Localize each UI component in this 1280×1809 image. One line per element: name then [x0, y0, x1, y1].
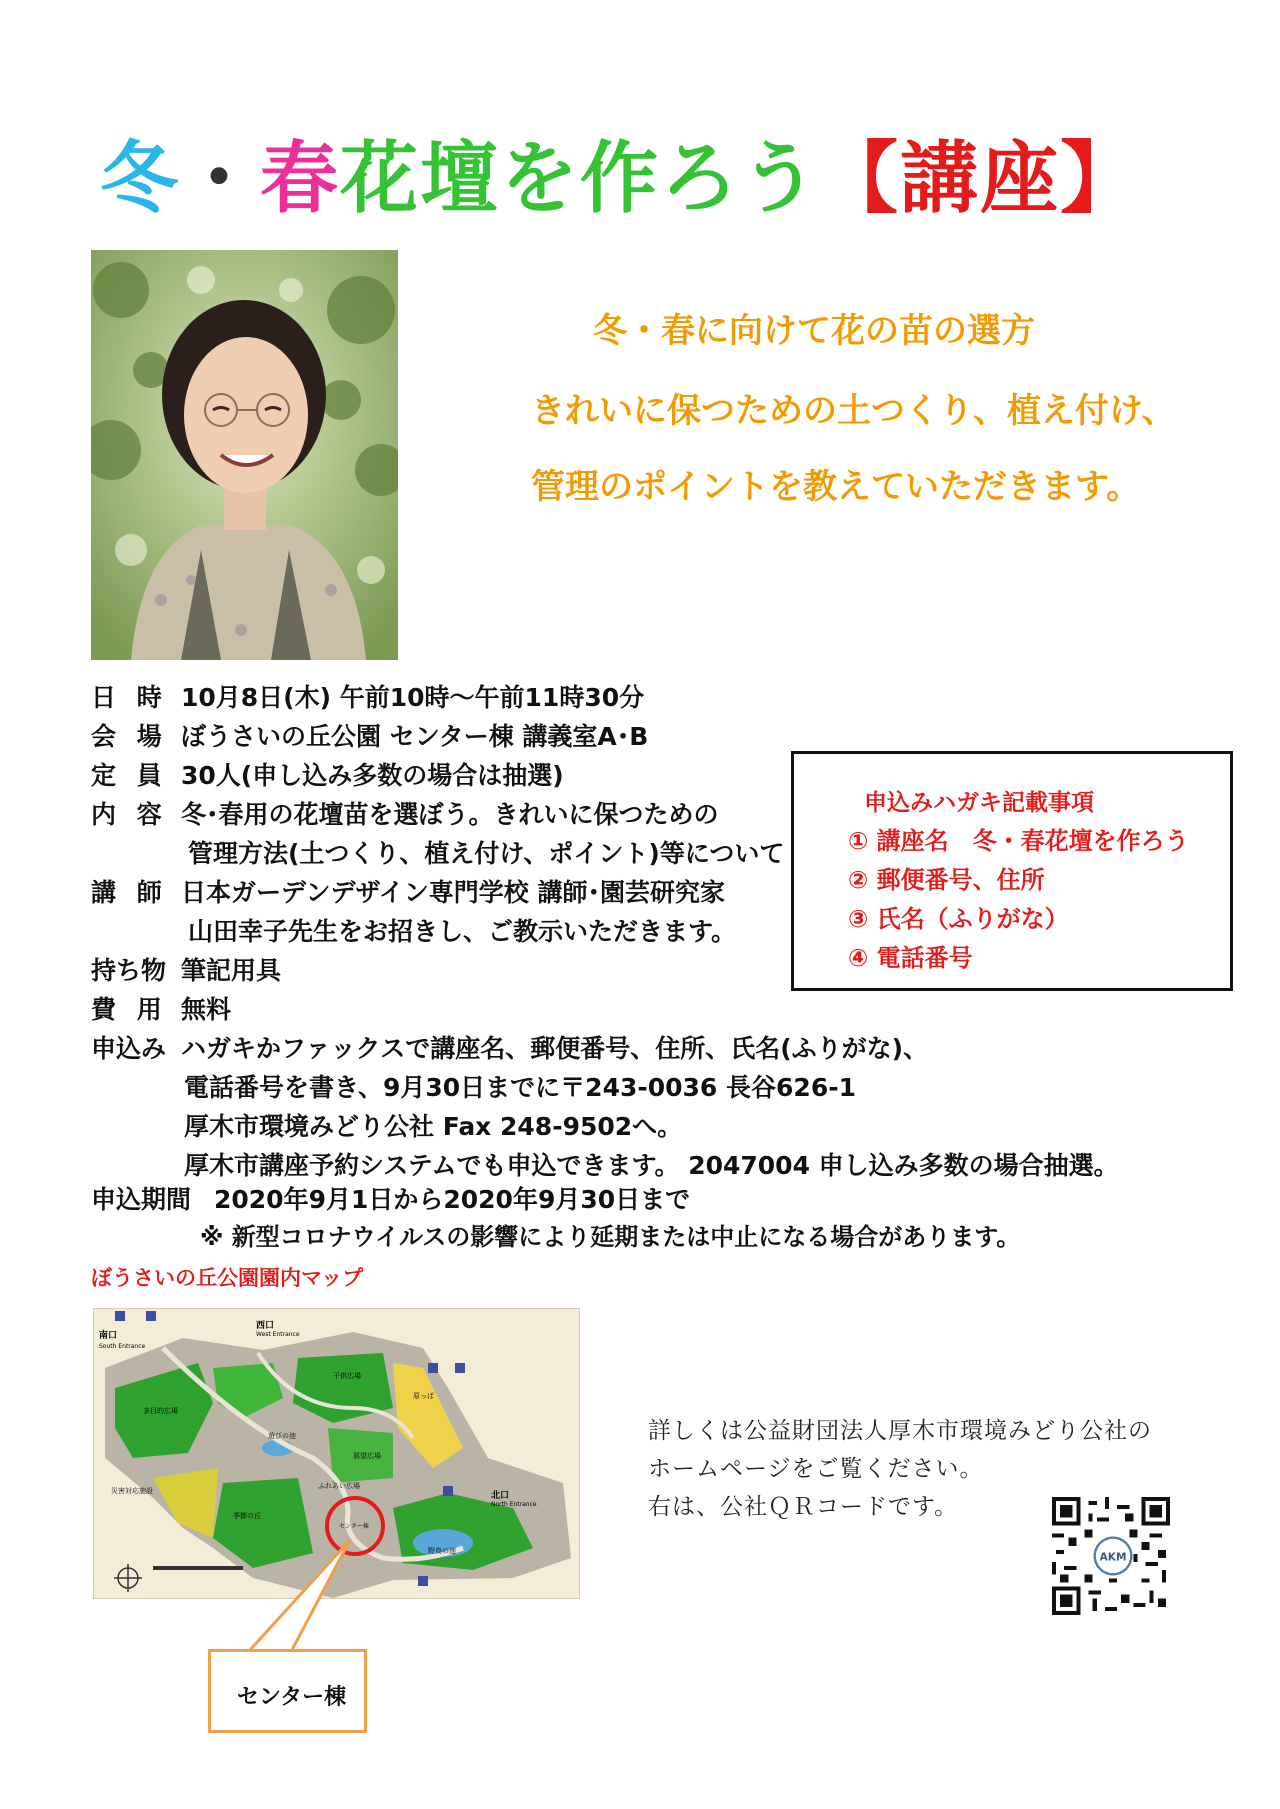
- info-line-3: 右は、公社ＱＲコードです。: [648, 1494, 959, 1520]
- map-south-en: South Entrance: [99, 1343, 146, 1350]
- apply-value-2: 電話番号を書き、9月30日までに〒243-0036 長谷626-1: [184, 1073, 856, 1102]
- application-item: ③ 氏名（ふりがな）: [848, 905, 1069, 933]
- content-value-2: 管理方法(土つくり、植え付け、ポイント)等について: [188, 839, 785, 868]
- apply-value-1: ハガキかファックスで講座名、郵便番号、住所、氏名(ふりがな)、: [181, 1034, 929, 1063]
- map-disaster-label: 災害対応施設: [111, 1487, 153, 1495]
- content-row: [91, 795, 719, 831]
- application-item: ① 講座名 冬・春花壇を作ろう: [848, 827, 1189, 855]
- lecturer-photo: [91, 250, 398, 660]
- period-label: 申込期間: [91, 1185, 192, 1214]
- map-heading: ぼうさいの丘公園園内マップ: [91, 1266, 364, 1290]
- intro-line-1: 冬・春に向けて花の苗の選方: [593, 311, 1035, 351]
- title-spring: 春: [260, 134, 341, 224]
- lecturer-value-1: 日本ガーデンデザイン専門学校 講師･園芸研究家: [181, 878, 725, 907]
- fee-value: 無料: [181, 995, 232, 1024]
- map-south-label: 南口: [99, 1331, 118, 1341]
- info-line-1: 詳しくは公益財団法人厚木市環境みどり公社の: [648, 1418, 1152, 1444]
- qr-code-icon[interactable]: [1052, 1497, 1170, 1615]
- title-flowerbed: 花壇を作ろう: [340, 134, 821, 224]
- fee-label: 費 用: [91, 995, 168, 1024]
- bring-label: 持ち物: [91, 956, 167, 985]
- venue-row: [91, 717, 648, 753]
- intro-line-3: 管理のポイントを教えていただきます。: [531, 467, 1141, 507]
- title-course: 【講座】: [820, 134, 1141, 224]
- map-center-label: センター棟: [339, 1523, 369, 1530]
- map-fureai-label: ふれあい広場: [318, 1482, 360, 1490]
- callout-label: センター棟: [237, 1685, 347, 1710]
- map-season-label: 季節の丘: [233, 1512, 261, 1520]
- application-item: ② 郵便番号、住所: [848, 866, 1045, 894]
- application-items-box: [791, 751, 1233, 991]
- lecturer-label: 講 師: [91, 878, 168, 907]
- venue-label: 会 場: [91, 722, 168, 751]
- capacity-row: [91, 756, 564, 792]
- application-box-title: 申込みハガキ記載事項: [864, 790, 1094, 816]
- fee-row: [91, 990, 231, 1026]
- map-tenbo-label: 展望広場: [353, 1452, 381, 1460]
- content-label: 内 容: [91, 800, 168, 829]
- content-value-1: 冬･春用の花壇苗を選ぼう。きれいに保つための: [181, 800, 719, 829]
- period-value: 2020年9月1日から2020年9月30日まで: [214, 1185, 691, 1214]
- map-west-en: West Entrance: [256, 1331, 300, 1338]
- page-title: [100, 134, 1141, 224]
- application-item: ④ 電話番号: [848, 944, 973, 972]
- apply-value-3: 厚木市環境みどり公社 Fax 248-9502へ。: [184, 1112, 683, 1141]
- map-asobi-label: 遊びの池: [268, 1432, 296, 1440]
- datetime-row: [91, 678, 644, 714]
- period-row: [91, 1180, 690, 1216]
- capacity-value: 30人(申し込み多数の場合は抽選): [181, 761, 564, 790]
- title-winter: 冬: [100, 134, 181, 224]
- lecturer-value-2: 山田幸子先生をお招きし、ご教示いただきます。: [188, 917, 737, 946]
- lecturer-row: [91, 873, 725, 909]
- intro-line-2: きれいに保つための土つくり、植え付け、: [531, 391, 1176, 431]
- center-building-callout: [208, 1649, 367, 1733]
- apply-value-4: 厚木市講座予約システムでも申込できます。 2047004 申し込み多数の場合抽選。: [184, 1151, 1119, 1180]
- bring-row: [91, 951, 281, 987]
- info-line-2: ホームページをご覧ください。: [648, 1456, 984, 1482]
- capacity-label: 定 員: [91, 761, 168, 790]
- apply-row: [91, 1029, 928, 1065]
- title-dot: ・: [180, 134, 261, 224]
- datetime-value: 10月8日(木) 午前10時～午前11時30分: [181, 683, 645, 712]
- map-multi-label: 多目的広場: [143, 1407, 178, 1415]
- map-north-label: 北口: [491, 1491, 510, 1501]
- covid-notice: ※ 新型コロナウイルスの影響により延期または中止になる場合があります。: [200, 1223, 1021, 1251]
- datetime-label: 日 時: [91, 683, 168, 712]
- apply-label: 申込み: [91, 1034, 167, 1063]
- map-yacho-label: 野鳥の池: [428, 1547, 456, 1555]
- map-west-label: 西口: [256, 1321, 275, 1331]
- bring-value: 筆記用具: [181, 956, 282, 985]
- qr-logo: AKM: [1099, 1551, 1127, 1564]
- map-north-en: North Entrance: [491, 1501, 537, 1508]
- map-hara-label: 原っぱ: [413, 1392, 434, 1400]
- map-kids-label: 子供広場: [333, 1372, 361, 1380]
- venue-value: ぼうさいの丘公園 センター棟 講義室A･B: [181, 722, 649, 751]
